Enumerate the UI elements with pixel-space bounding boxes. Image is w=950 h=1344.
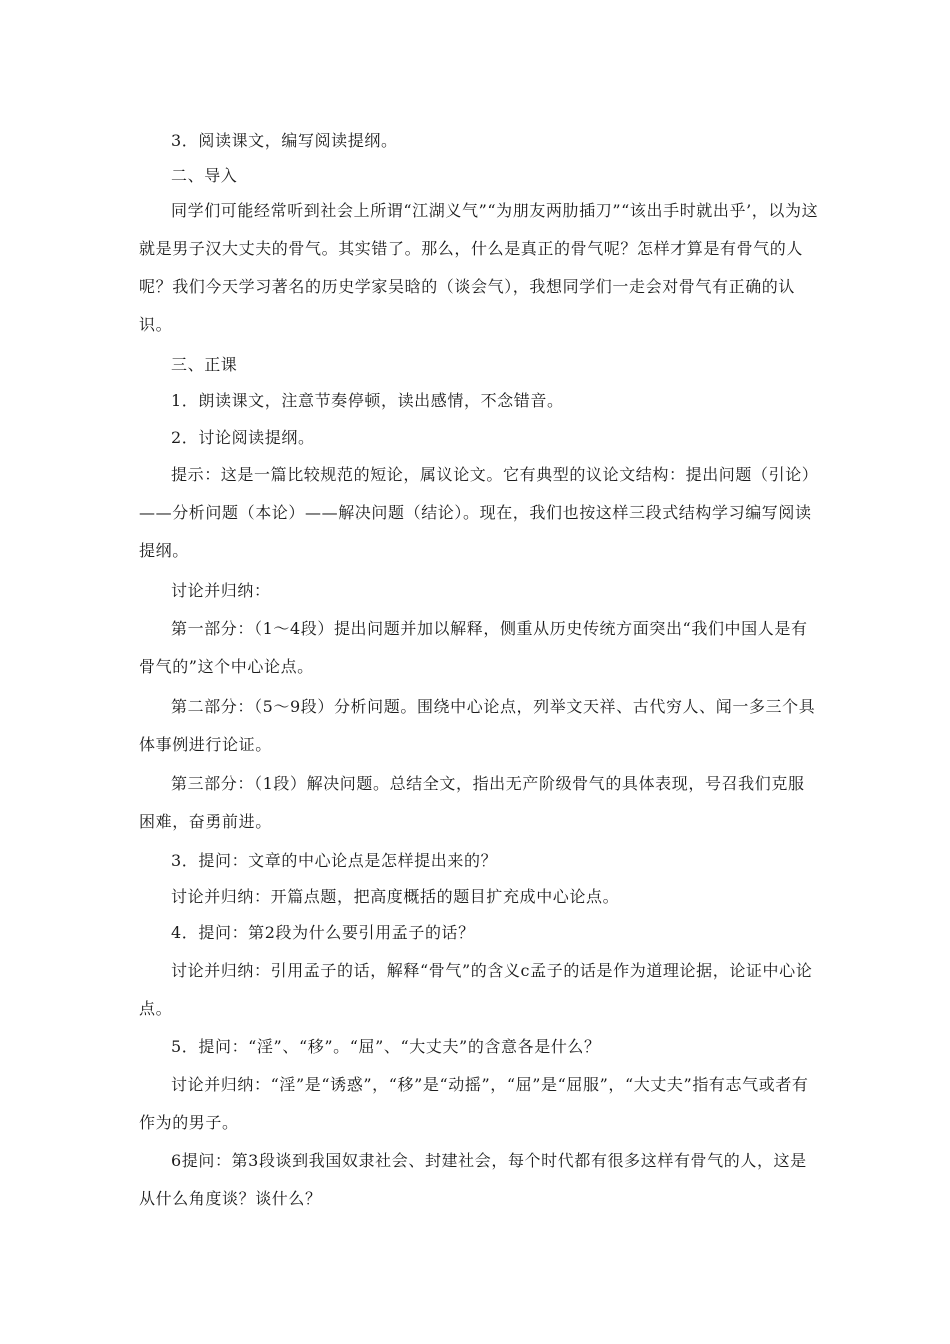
- paragraph-step-3-read-outline: 3．阅读课文，编写阅读提纲。: [171, 131, 398, 150]
- section-heading-introduction: 二、导入: [171, 166, 238, 185]
- paragraph-answer-4: 讨论并归纳：引用孟子的话，解释“骨气”的含义c孟子的话是作为道理论据，论证中心论点。: [139, 961, 813, 1018]
- paragraph-answer-3: 讨论并归纳：开篇点题，把高度概括的题目扩充成中心论点。: [171, 887, 620, 906]
- paragraph-introduction: 同学们可能经常听到社会上所谓“江湖义气”“为朋友两肋插刀”“该出手时就出乎’，以为这就是男子汉大丈夫的骨气。其实错了。那么，什么是真正的骨气呢？怎样才算是有骨气的人呢？我们今天学习著名的历史学家吴晗的（谈会气），我想同学们一走会对骨气有正确的认识。: [139, 201, 819, 334]
- paragraph-part-two: 第二部分：（5～9段）分析问题。围绕中心论点，列举文天祥、古代穷人、闻一多三个具体事例进行论证。: [139, 697, 816, 754]
- paragraph-question-5: 5．提问：“淫”、“移”。“屈”、“大丈夫”的含意各是什么？: [171, 1037, 601, 1056]
- paragraph-answer-5: 讨论并归纳：“淫”是“诱惑”，“移”是“动摇”，“屈”是“屈服”，“大丈夫”指有志气或者有作为的男子。: [139, 1075, 809, 1132]
- paragraph-question-4: 4．提问：第2段为什么要引用孟子的话？: [171, 923, 475, 942]
- paragraph-question-3: 3．提问：文章的中心论点是怎样提出来的？: [171, 851, 498, 870]
- paragraph-part-one: 第一部分：（1～4段）提出问题并加以解释，侧重从历史传统方面突出“我们中国人是有骨气的”这个中心论点。: [139, 619, 808, 676]
- paragraph-question-6: 6提问：第3段谈到我国奴隶社会、封建社会，每个时代都有很多这样有骨气的人，这是从什么角度谈？谈什么？: [139, 1151, 807, 1208]
- paragraph-part-three: 第三部分：（1段）解决问题。总结全文，指出无产阶级骨气的具体表现，号召我们克服困难，奋勇前进。: [139, 774, 805, 831]
- section-heading-main-lesson: 三、正课: [171, 355, 238, 374]
- paragraph-step-2-discuss-outline: 2．讨论阅读提纲。: [171, 428, 315, 447]
- paragraph-hint: 提示：这是一篇比较规范的短论，属议论文。它有典型的议论文结构：提出问题（引论）——分析问题（本论）——解决问题（结论）。现在，我们也按这样三段式结构学习编写阅读提纲。: [139, 465, 819, 560]
- paragraph-step-1-read-aloud: 1．朗读课文，注意节奏停顿，读出感情，不念错音。: [171, 391, 564, 410]
- paragraph-discuss-summary: 讨论并归纳：: [171, 581, 271, 600]
